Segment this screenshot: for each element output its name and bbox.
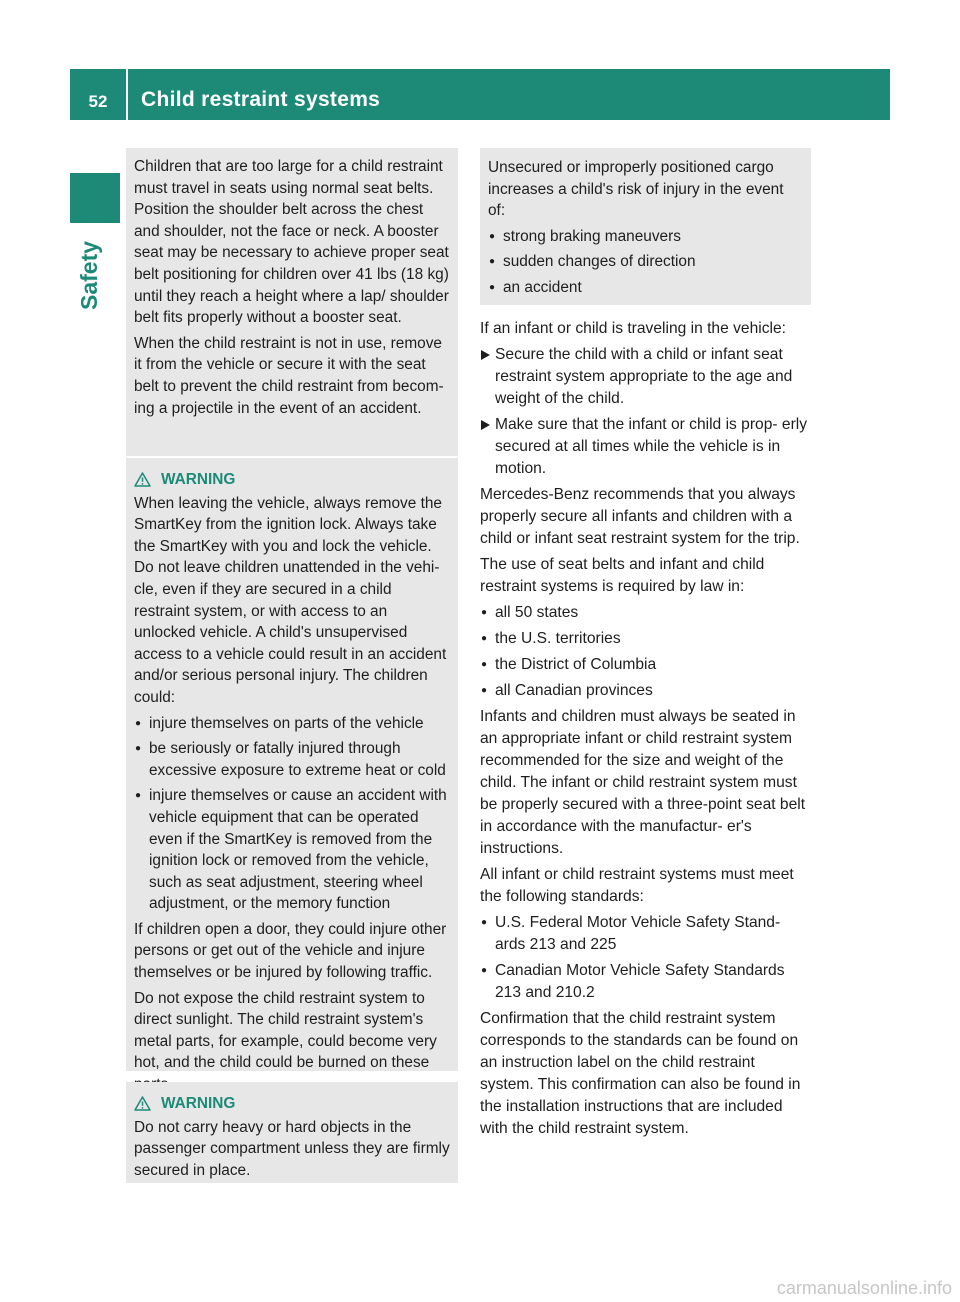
header-divider	[126, 69, 128, 120]
intro-paragraph-1: Children that are too large for a child restraint must travel in seats using normal seat belts. Position the shoulder belt across the chest and shoulder, not the face or neck. A booster seat may be necessary to achieve proper seat belt positioning for children over 41 lbs (18 kg) until they reach a height where a lap/ shoulder belt fits properly without a booster seat.	[134, 158, 449, 327]
page-title: Child restraint systems	[141, 88, 381, 111]
warning-title: WARNING	[161, 471, 236, 488]
standards-bullet-list	[480, 912, 812, 1004]
watermark: carmanualsonline.info	[776, 1278, 952, 1298]
section-tab-marker	[70, 173, 120, 223]
warning-heading	[134, 469, 450, 491]
list-item: ● injure themselves or cause an accident with vehicle equipment that can be operated even if the SmartKey is removed from the ignition lock or removed from the vehicle, such as seat adjustment, steering wheel adjustment, or the memory function	[134, 785, 450, 915]
warning-triangle-icon	[134, 1096, 151, 1111]
cargo-intro: Unsecured or improperly positioned cargo increases a child's risk of injury in the event of:	[488, 159, 784, 220]
warning-paragraph-sunlight: Do not expose the child restraint system to direct sunlight. The child restraint system's metal parts, for example, could become very hot, and the child could be burned on these	[134, 989, 437, 1072]
list-item: ● be seriously or fatally injured through excessive exposure to extreme heat or cold	[134, 738, 450, 781]
paragraph-recommends: Mercedes-Benz recommends that you always properly secure all infants and children with a child or infant seat restraint system for the trip.	[480, 486, 800, 547]
warning-bullet-list	[134, 713, 450, 915]
section-label: Safety	[76, 240, 102, 310]
list-item: ● U.S. Federal Motor Vehicle Safety Stand- ards 213 and 225	[480, 912, 812, 956]
paragraph-confirmation: Confirmation that the child restraint system corresponds to the standards can be found on an instruction label on the child restraint system. This confirmation can also be found in the installation instructions that are included with the child restraint system.	[480, 1010, 801, 1137]
right-column-body	[480, 318, 812, 1144]
list-item: ● sudden changes of direction	[488, 251, 803, 273]
warning-triangle-icon	[134, 472, 151, 487]
list-item: ● the District of Columbia	[480, 654, 812, 676]
warning-paragraph-doors: If children open a door, they could injure other persons or get out of the vehicle and injure themselves or be injured by following traffic.	[134, 920, 447, 982]
list-item: ● Canadian Motor Vehicle Safety Standards 213 and 210.2	[480, 960, 812, 1004]
paragraph-law: The use of seat belts and infant and child restraint systems is required by law in:	[480, 556, 765, 595]
law-bullet-list	[480, 602, 812, 702]
page-number: 52	[88, 92, 108, 111]
paragraph-standards: All infant or child restraint systems must meet the following standards:	[480, 866, 794, 905]
warning-box-cargo	[126, 1082, 458, 1183]
warning-heading	[134, 1093, 450, 1115]
intro-paragraph-2: When the child restraint is not in use, remove it from the vehicle or secure it with the seat belt to prevent the child restraint from becom- ing a projectile in the event of an accident.	[134, 334, 444, 417]
cargo-bullet-list	[488, 226, 803, 299]
warning-box-unattended	[126, 458, 458, 1071]
list-item: ● the U.S. territories	[480, 628, 812, 650]
list-item: ● an accident	[488, 277, 803, 299]
warning-text: Do not carry heavy or hard objects in the passenger compartment unless they are firmly secured in place.	[134, 1118, 450, 1179]
list-item: ● injure themselves on parts of the vehicle	[134, 713, 450, 735]
warning-intro: When leaving the vehicle, always remove the SmartKey from the ignition lock. Always take the SmartKey with you and lock the vehicle. Do not leave children unattended in the vehi- cle, even if they are secured in a child restraint system, or with access to an unlocked vehicle. A child's unsupervised access to a vehicle could result in an accident and/or serious personal injury. The children could:	[134, 494, 447, 706]
warning-title: WARNING	[161, 1095, 236, 1112]
paragraph-seated: Infants and children must always be seated in an appropriate infant or child restraint system recommended for the size and weight of the child. The infant or child restraint system must be properly secured with a three-point seat belt in accordance with the manufactur- er's instructions.	[480, 708, 806, 857]
list-item: ● all 50 states	[480, 602, 812, 624]
instruction-step: Secure the child with a child or infant seat restraint system appropriate to the age and weight of the child.	[480, 344, 812, 410]
list-item: ● strong braking maneuvers	[488, 226, 803, 248]
intro-box	[126, 148, 458, 456]
cargo-risk-box	[480, 148, 811, 305]
instruction-step: Make sure that the infant or child is prop- erly secured at all times while the vehicle is in motion.	[480, 414, 812, 480]
paragraph-infant: If an infant or child is traveling in the vehicle:	[480, 320, 786, 337]
list-item: ● all Canadian provinces	[480, 680, 812, 702]
